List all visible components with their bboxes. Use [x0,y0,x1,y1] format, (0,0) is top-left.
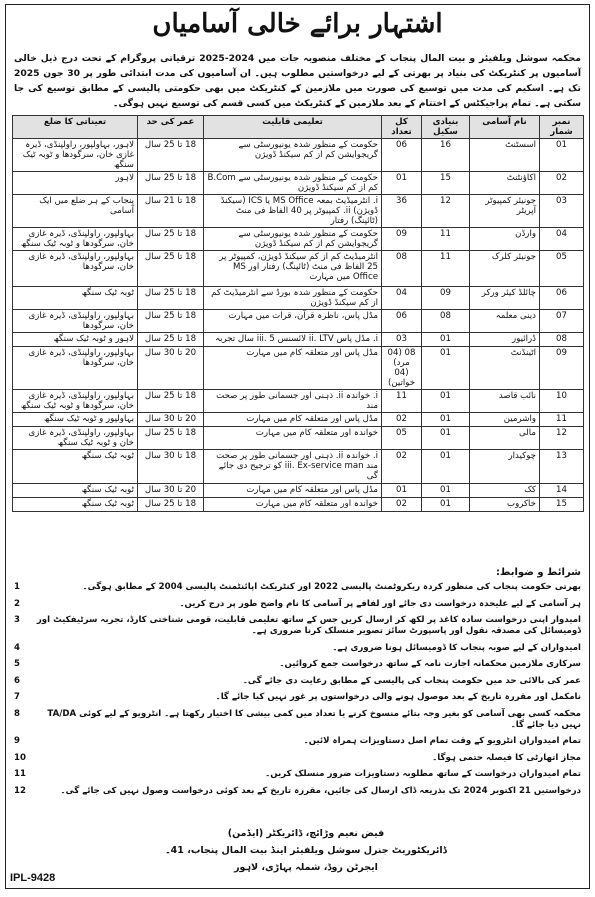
term-item [14,676,581,687]
header-district: تعیناتی کا ضلع [13,116,138,139]
table-row [13,413,584,427]
table-cell: 08 [422,310,470,333]
table-cell: 11 [422,251,470,287]
term-text: امیدواران کے لیے صوبہ پنجاب کا ڈومیسائل ہونا ضروری ہے۔ [332,642,581,653]
table-row [13,347,584,390]
table-row [13,450,584,484]
table-cell: 01 [422,390,470,413]
table-cell: مالی [470,427,540,450]
table-cell: 01 [382,484,422,498]
table-cell: 03 [382,333,422,347]
table-row [13,427,584,450]
term-number: 12 [14,785,26,796]
table-cell: واشرمین [470,413,540,427]
table-row [13,390,584,413]
table-cell: 08 [382,251,422,287]
table-cell: 04 [540,228,584,251]
term-item [14,659,581,670]
term-item [14,736,581,747]
footer-signature [156,825,456,876]
table-cell: 10 [540,390,584,413]
term-text: مجاز اتھارٹی کا فیصلہ حتمی ہوگا۔ [432,752,581,763]
term-number: 9 [14,736,20,746]
table-cell: 18 تا 25 سال [138,498,204,512]
table-cell: جونیئر کمپیوٹر آپریٹر [470,195,540,228]
term-number: 7 [14,692,20,702]
table-cell: 15 [422,172,470,195]
table-row [13,498,584,512]
table-cell: 05 [540,251,584,287]
term-item [14,599,581,610]
table-cell: ٹوبہ ٹیک سنگھ [13,450,138,484]
table-cell: حکومت کے منظور شدہ یونیورسٹی سے B.Com کم از کم سیکنڈ ڈویژن [204,172,382,195]
table-cell: 01 [422,450,470,484]
table-cell: بہاولپور، راولپنڈی، ڈیرہ غازی خان، سرگودھا [13,251,138,287]
table-cell: 18 تا 21 سال [138,195,204,228]
header-post: نام آسامی [470,116,540,139]
term-item [14,615,581,637]
term-text: ہر آسامی کے لیے علیحدہ درخواست دی جائے اور لفافے پر آسامی کا نام واضح طور پر درج کریں۔ [179,598,581,609]
term-text: محکمہ کسی بھی آسامی کو بغیر وجہ بتائے منسوخ کرنے یا تعداد میں کمی بیشی کا اختیار رکھتا ہے۔ انٹرویو کے لیے کوئی TA/DA نہیں دیا جائے گا۔ [47,708,581,730]
table-cell: 18 تا 25 سال [138,172,204,195]
term-number: 6 [14,675,20,686]
table-row [13,228,584,251]
table-cell: 11 [540,413,584,427]
header-serial: نمبر شمار [540,116,584,139]
table-cell: 18 تا 25 سال [138,139,204,172]
table-row [13,333,584,347]
ipl-number: IPL-9428 [10,872,56,884]
table-cell: 18 تا 25 سال [138,333,204,347]
table-cell: 18 تا 25 سال [138,390,204,413]
table-cell: i. خواندہ ii. ذہنی اور جسمانی طور پر صحت مند [204,390,382,413]
table-cell: 18 تا 25 سال [138,427,204,450]
table-cell: 01 [382,172,422,195]
table-cell: انٹرمیڈیٹ کم از کم سیکنڈ ڈویژن، کمپیوٹر پر 25 الفاظ فی منٹ (ٹائپنگ) رفتار اور MS Office میں مہارت [204,251,382,287]
term-text: عمر کی بالائی حد میں حکومت پنجاب کی پالیسی کے مطابق رعایت دی جائے گی۔ [242,675,581,686]
table-cell: مڈل پاس، ناظرہ قرآن، قرات میں مہارت [204,310,382,333]
table-cell: بہاولپور، راولپنڈی، ڈیرہ غازی خان، سرگودھا [13,347,138,390]
table-cell: 14 [540,484,584,498]
table-cell: i. مڈل پاس ii. LTV لائسنس iii. 5 سال تجربہ [204,333,382,347]
term-text: امیدوار اپنی درخواست سادہ کاغذ پر لکھ کر ارسال کریں جس کے ساتھ تعلیمی قابلیت، قومی شناختی کارڈ، تجربہ سرٹیفکیٹ اور ڈومیسائل کی مصدقہ نقول اور پاسپورٹ سائز تصویر منسلک کرنا ضروری ہے۔ [36,615,581,636]
table-cell: حکومت کے منظور شدہ یونیورسٹی سے گریجوایشن کم از کم سیکنڈ ڈویژن [204,228,382,251]
table-cell: 06 [382,310,422,333]
table-cell: 12 [540,427,584,450]
term-number: 1 [14,582,20,592]
table-cell: 09 [382,228,422,251]
table-cell: مڈل پاس اور متعلقہ کام میں مہارت [204,484,382,498]
table-cell: 09 [422,287,470,310]
table-cell: 12 [422,195,470,228]
table-cell: 08 (04 مرد) (04 خواتین) [382,347,422,390]
table-cell: لاہور، بہاولپور، راولپنڈی، ڈیرہ غازی خان، سرگودھا و ٹوبہ ٹیک سنگھ [13,139,138,172]
table-cell: دینی معلمہ [470,310,540,333]
table-cell: ڈرائیور [470,333,540,347]
table-cell: 09 [540,347,584,390]
table-cell: چوکیدار [470,450,540,484]
table-row [13,484,584,498]
term-item [14,769,581,780]
table-cell: 03 [540,195,584,228]
table-cell: 36 [382,195,422,228]
vacancies-table [12,115,584,512]
table-cell: 13 [540,450,584,484]
table-row [13,172,584,195]
table-row [13,251,584,287]
header-scale: بنیادی سکیل [422,116,470,139]
table-cell: 11 [382,390,422,413]
table-cell: 18 تا 25 سال [138,228,204,251]
table-cell: نائب قاصد [470,390,540,413]
table-cell: 04 [382,287,422,310]
table-cell: ٹوبہ ٹیک سنگھ [13,498,138,512]
table-cell: اٹینڈنٹ [470,347,540,390]
table-cell: اکاؤنٹنٹ [470,172,540,195]
table-cell: مڈل پاس اور متعلقہ کام میں مہارت [204,347,382,390]
table-row [13,139,584,172]
table-cell: 15 [540,498,584,512]
term-item [14,786,581,797]
table-cell: 02 [382,450,422,484]
term-number: 10 [14,752,26,763]
table-cell: اسسٹنٹ [470,139,540,172]
office-address: ڈائریکٹوریٹ جنرل سوشل ویلفیئر اینڈ بیت المال پنجاب، 41۔ ایجرٹن روڈ، شملہ پہاڑی، لاہور [165,845,447,873]
officer-name: فیض نعیم وڑائچ، ڈائریکٹر (ایڈمن) [227,828,385,839]
term-number: 2 [14,598,20,609]
table-cell: 18 تا 25 سال [138,310,204,333]
table-cell: کک [470,484,540,498]
header-count: کل تعداد [382,116,422,139]
term-number: 5 [14,659,20,669]
table-cell: خاکروب [470,498,540,512]
header-age: عمر کی حد [138,116,204,139]
table-cell: 01 [422,347,470,390]
term-item [14,582,581,593]
table-cell: 05 [382,427,422,450]
table-cell: خواندہ اور متعلقہ کام میں مہارت [204,427,382,450]
ad-title: اشتہار برائے خالی آسامیاں [152,9,443,39]
table-cell: ٹوبہ ٹیک سنگھ [13,287,138,310]
table-cell: 02 [382,413,422,427]
table-cell: i. خواندہ ii. ذہنی اور جسمانی طور پر صحت مند iii. Ex-service man کو ترجیح دی جائے گی [204,450,382,484]
table-cell: 20 تا 30 سال [138,347,204,390]
table-cell: 08 [540,333,584,347]
term-text: درخواستیں 21 اکتوبر 2024 تک بذریعہ ڈاک ارسال کی جائیں، مقررہ تاریخ کے بعد کوئی درخواست وصول نہیں کی جائے گی۔ [60,785,581,796]
table-row [13,287,584,310]
term-item [14,709,581,731]
table-cell: حکومت کے منظور شدہ بورڈ سے انٹرمیڈیٹ کم از کم سیکنڈ ڈویژن [204,287,382,310]
table-cell: 06 [540,287,584,310]
term-number: 4 [14,642,20,653]
table-cell: 01 [540,139,584,172]
term-item [14,692,581,703]
table-cell: حکومت کے منظور شدہ یونیورسٹی سے گریجوایشن کم از کم سیکنڈ ڈویژن [204,139,382,172]
table-cell: 07 [540,310,584,333]
table-row [13,195,584,228]
table-cell: 01 [422,498,470,512]
table-cell: چائلڈ کیئر ورکر [470,287,540,310]
table-cell: بہاولپور، راولپنڈی، ڈیرہ غازی خان و ٹوبہ ٹیک سنگھ [13,427,138,450]
term-item [14,643,581,654]
table-cell: 18 تا 30 سال [138,450,204,484]
header-qualification: تعلیمی قابلیت [204,116,382,139]
table-cell: 18 تا 25 سال [138,287,204,310]
term-text: نامکمل اور مقررہ تاریخ کے بعد موصول ہونے والی درخواستوں پر غور نہیں کیا جائے گا۔ [215,692,581,702]
table-cell: خواندہ اور متعلقہ کام میں مہارت [204,498,382,512]
table-cell: جونیئر کلرک [470,251,540,287]
table-cell: 01 [422,333,470,347]
term-number: 3 [14,615,20,625]
table-cell: 06 [382,139,422,172]
table-cell: 20 تا 30 سال [138,484,204,498]
table-cell: 02 [382,498,422,512]
term-text: بھرتی حکومت پنجاب کی منظور کردہ ریکروٹمنٹ پالیسی 2022 اور کنٹریکٹ اپائنٹمنٹ پالیسی 2004 کے مطابق ہوگی۔ [82,582,581,592]
advertisement-page [5,4,590,889]
term-text: سرکاری ملازمین محکمانہ اجازت نامہ کے ساتھ درخواست جمع کروائیں۔ [279,659,581,669]
term-number: 11 [14,769,26,779]
table-cell: 01 [422,413,470,427]
table-header-row [13,116,584,139]
term-number: 8 [14,708,20,719]
table-cell: بہاولپور، راولپنڈی، ڈیرہ غازی خان، سرگودھا و ٹوبہ ٹیک سنگھ [13,390,138,413]
table-cell: ٹوبہ ٹیک سنگھ [13,484,138,498]
table-cell: 16 [422,139,470,172]
table-cell: 02 [540,172,584,195]
table-row [13,310,584,333]
table-cell: 01 [422,427,470,450]
table-cell: بہاولپور، راولپنڈی، ڈیرہ غازی خان، سرگودھا [13,310,138,333]
terms-section [14,567,581,802]
term-text: تمام امیدواران درخواست کے ساتھ مطلوبہ دستاویزات ضرور منسلک کریں۔ [265,769,581,779]
table-cell: بہاولپور، راولپنڈی، ڈیرہ غازی خان، سرگودھا و ٹوبہ ٹیک سنگھ [13,228,138,251]
intro-paragraph: محکمہ سوشل ویلفیئر و بیت المال پنجاب کے مختلف منصوبہ جات میں 2024-2025 ترقیاتی پروگرام کے تحت درج ذیل خالی آسامیوں پر کنٹریکٹ کی بنیاد پر بھرتی کے لیے درخواستیں مطلوب ہیں۔ ان آسامیوں کی مدت ابتدائی طور پر 30 جون 2025 تک ہے۔ اسکیم کی مدت میں توسیع کی صورت میں ملازمین کے کنٹریکٹ میں بھی حکومتی پالیسی کے مطابق توسیع کی جا سکتی ہے۔ تمام پراجیکٹس کے اختتام کے بعد ملازمین کے کنٹریکٹ میں کسی قسم کی توسیع نہیں ہوگی۔ [14,53,581,109]
table-cell: 20 تا 30 سال [138,413,204,427]
table-cell: لاہور و ٹوبہ ٹیک سنگھ [13,333,138,347]
table-cell: بہاولپور و ٹوبہ ٹیک سنگھ [13,413,138,427]
table-cell: 11 [422,228,470,251]
table-cell: لاہور [13,172,138,195]
term-text: تمام امیدواران انٹرویو کے وقت تمام اصل دستاویزات ہمراہ لائیں۔ [303,736,581,746]
term-item [14,753,581,764]
terms-heading: شرائط و ضوابط: [496,567,581,578]
table-cell: مڈل پاس اور متعلقہ کام میں مہارت [204,413,382,427]
table-cell: وارڈن [470,228,540,251]
table-cell: 01 [422,484,470,498]
table-cell: پنجاب کے ہر ضلع میں ایک آسامی [13,195,138,228]
table-cell: 18 تا 25 سال [138,251,204,287]
table-cell: i. انٹرمیڈیٹ بمعہ MS Office یا ICS (سیکنڈ ڈویژن) ii. کمپیوٹر پر 40 الفاظ فی منٹ (ٹائپنگ) رفتار [204,195,382,228]
